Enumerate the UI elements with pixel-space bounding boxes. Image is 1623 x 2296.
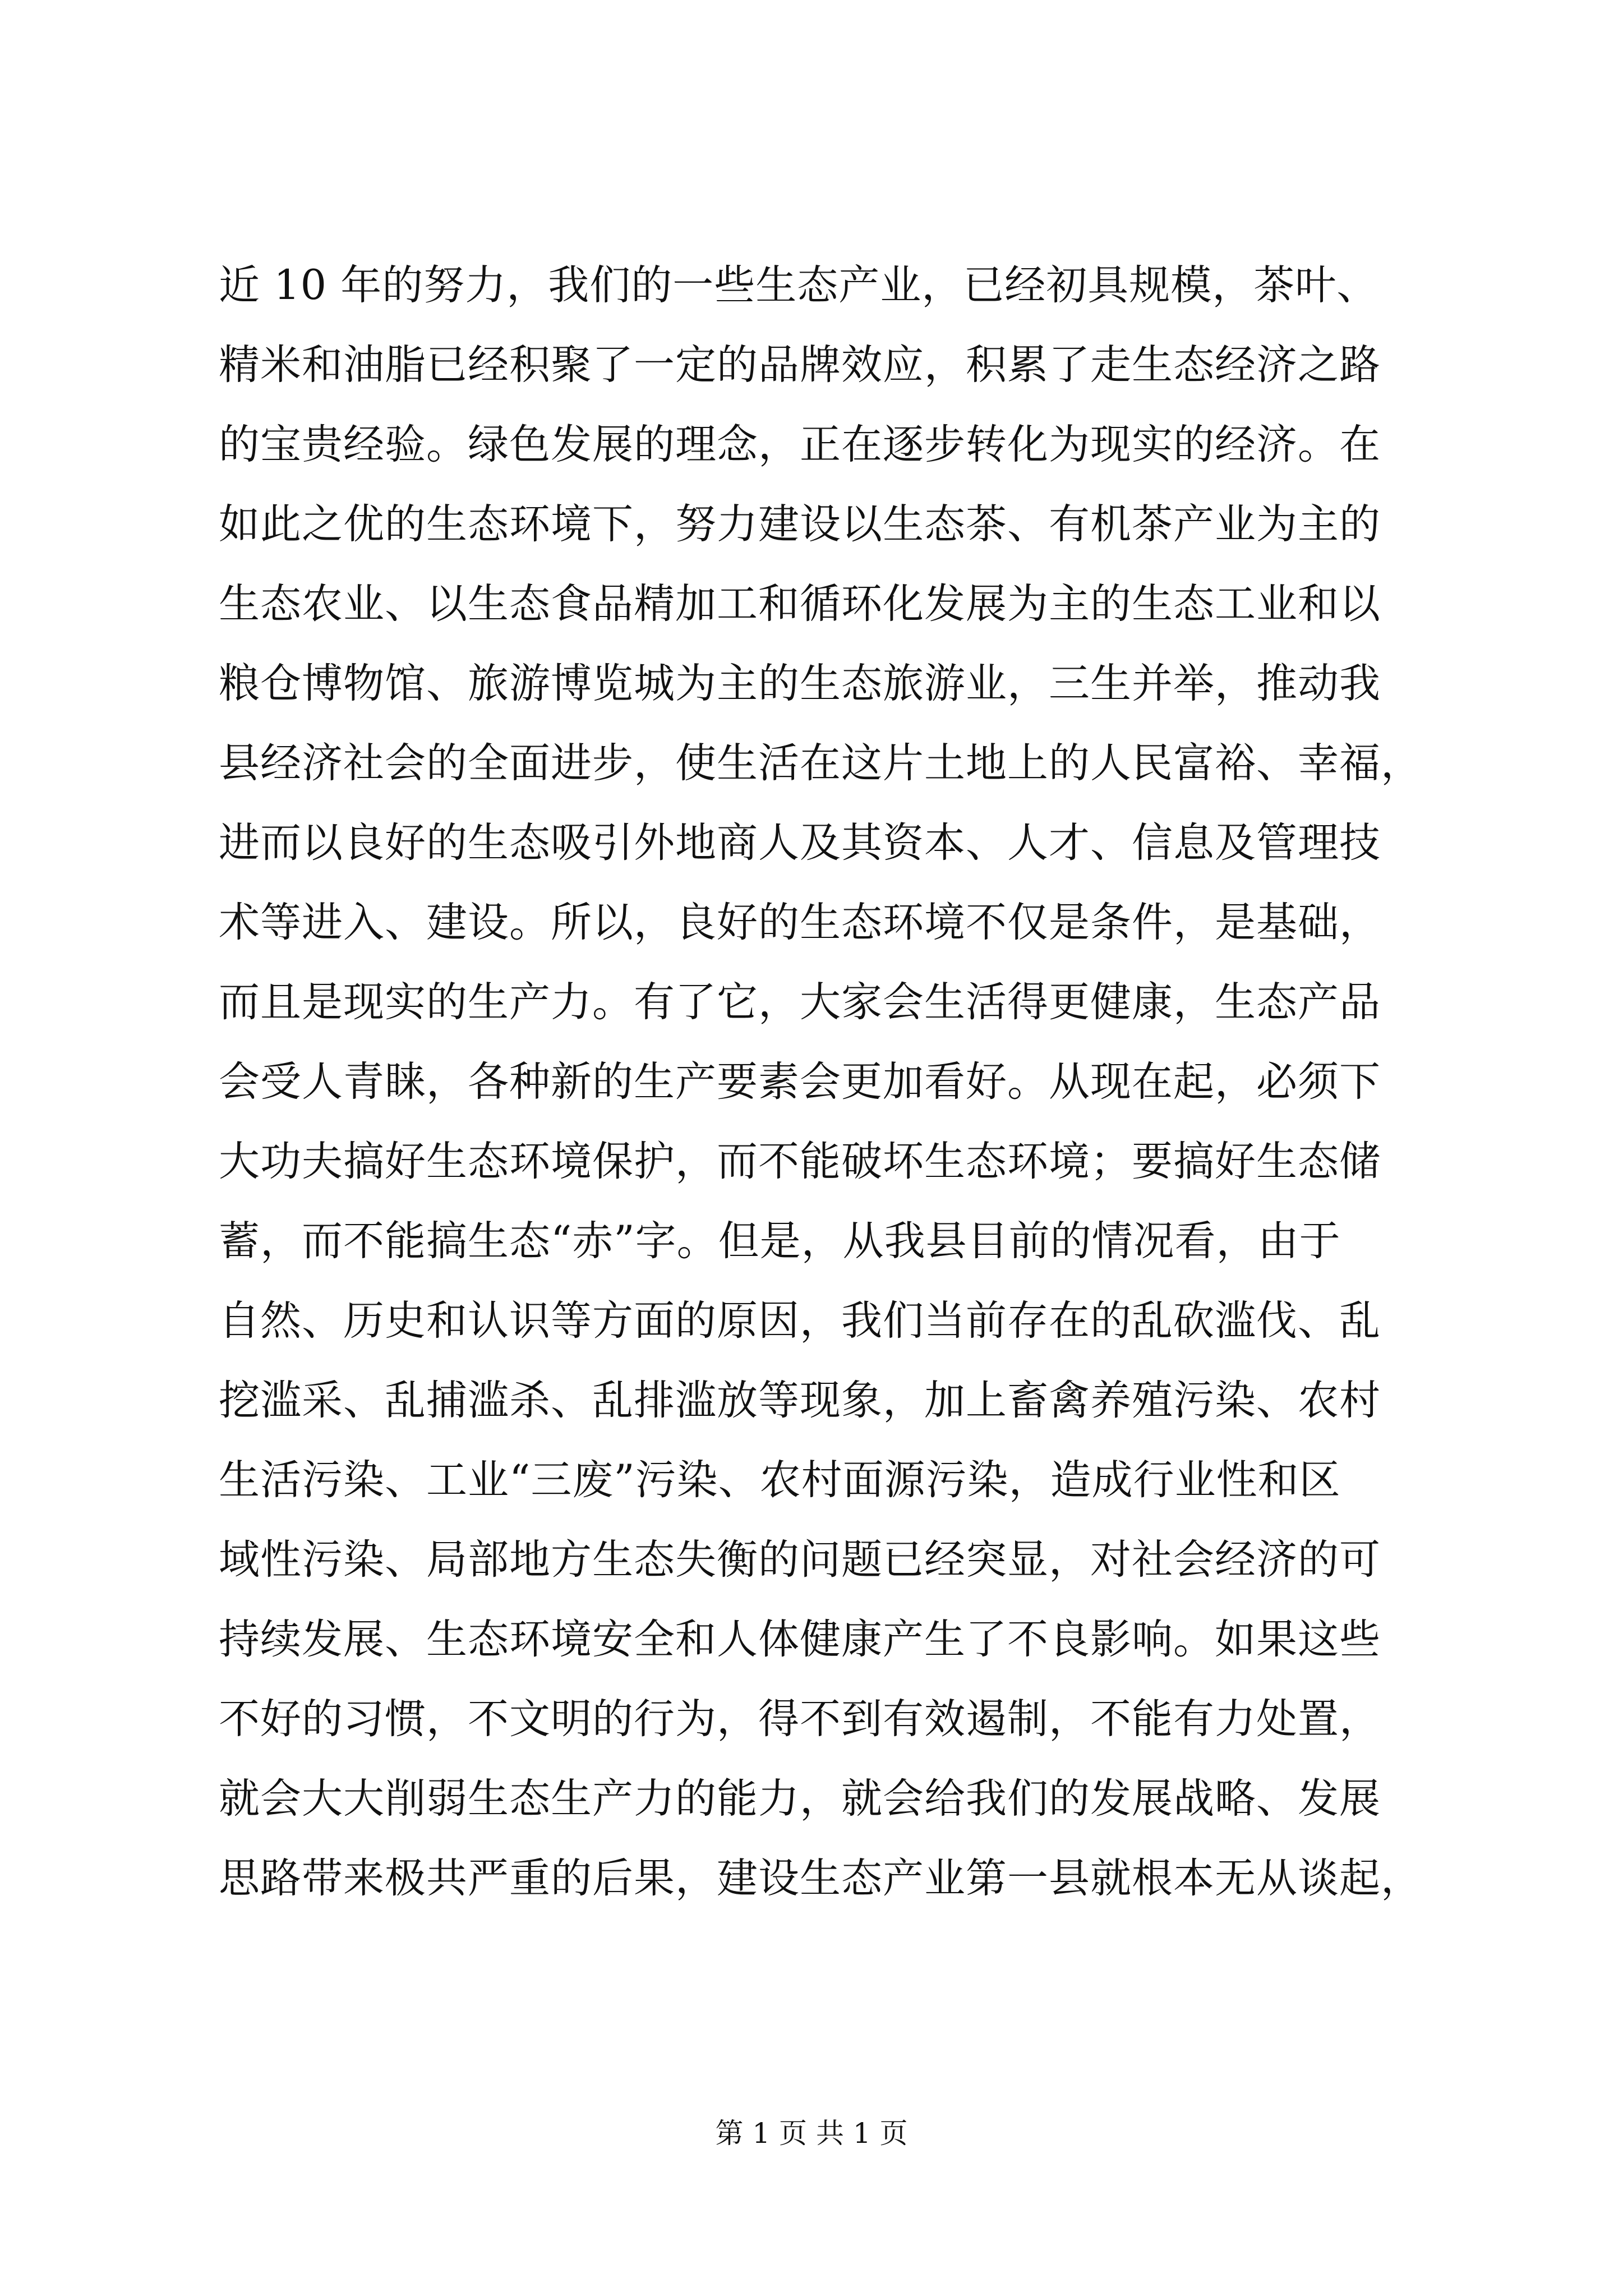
text-line: 自然、历史和认识等方面的原因，我们当前存在的乱砍滥伐、乱 <box>219 1297 1381 1345</box>
text-line: 挖滥采、乱捕滥杀、乱排滥放等现象，加上畜禽养殖污染、农村 <box>219 1377 1381 1424</box>
body-paragraph <box>219 246 1424 1918</box>
text-line: 近 10 年的努力，我们的一些生态产业，已经初具规模，茶叶、 <box>219 261 1378 309</box>
text-line: 域性污染、局部地方生态失衡的问题已经突显，对社会经济的可 <box>219 1536 1381 1584</box>
text-line: 术等进入、建设。所以，良好的生态环境不仅是条件，是基础， <box>219 899 1381 946</box>
text-line: 精米和油脂已经积聚了一定的品牌效应，积累了走生态经济之路 <box>219 341 1381 389</box>
page-number-label: 第 1 页 共 1 页 <box>715 2117 908 2150</box>
text-line: 县经济社会的全面进步，使生活在这片土地上的人民富裕、幸福， <box>219 739 1422 787</box>
text-line: 如此之优的生态环境下，努力建设以生态茶、有机茶产业为主的 <box>219 500 1381 548</box>
text-line: 进而以良好的生态吸引外地商人及其资本、人才、信息及管理技 <box>219 819 1381 867</box>
text-line: 会受人青睐，各种新的生产要素会更加看好。从现在起，必须下 <box>219 1058 1381 1106</box>
text-line: 生活污染、工业“三废”污染、农村面源污染，造成行业性和区 <box>219 1456 1341 1504</box>
text-line: 生态农业、以生态食品精加工和循环化发展为主的生态工业和以 <box>219 580 1381 628</box>
text-line: 粮仓博物馆、旅游博览城为主的生态旅游业，三生并举，推动我 <box>219 660 1381 707</box>
text-line: 持续发展、生态环境安全和人体健康产生了不良影响。如果这些 <box>219 1616 1381 1663</box>
page-footer <box>0 2114 1623 2153</box>
text-line: 而且是现实的生产力。有了它，大家会生活得更健康，生态产品 <box>219 978 1381 1026</box>
text-line: 大功夫搞好生态环境保护，而不能破坏生态环境；要搞好生态储 <box>219 1138 1381 1185</box>
text-line: 的宝贵经验。绿色发展的理念，正在逐步转化为现实的经济。在 <box>219 421 1381 468</box>
text-line: 就会大大削弱生态生产力的能力，就会给我们的发展战略、发展 <box>219 1775 1381 1823</box>
text-line: 思路带来极共严重的后果，建设生态产业第一县就根本无从谈起， <box>219 1855 1422 1902</box>
text-line: 不好的习惯，不文明的行为，得不到有效遏制，不能有力处置， <box>219 1695 1381 1743</box>
text-line: 蓄，而不能搞生态“赤”字。但是，从我县目前的情况看，由于 <box>219 1217 1341 1265</box>
